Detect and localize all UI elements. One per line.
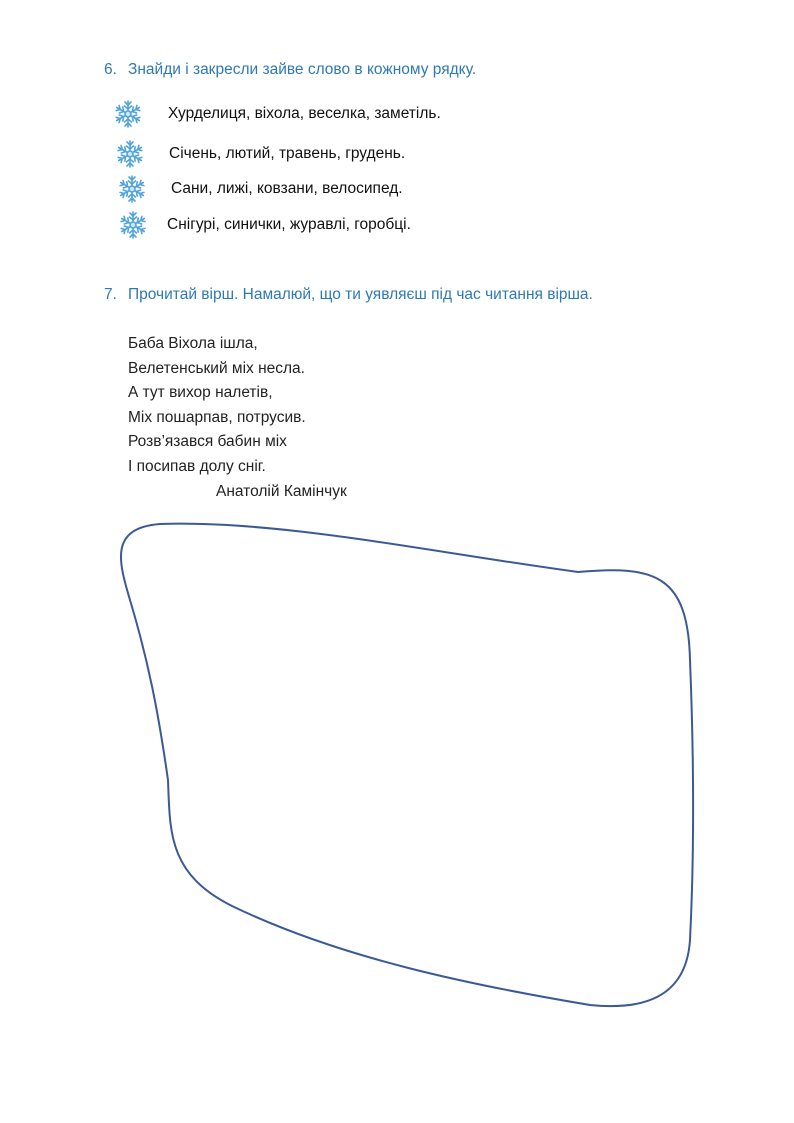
drawing-area-outline: [121, 524, 693, 1006]
poem-line: Розв’язався бабин міх: [128, 433, 287, 451]
word-row-text[interactable]: Сани, лижі, ковзани, велосипед.: [171, 180, 403, 197]
poem-line: Велетенський міх несла.: [128, 359, 305, 377]
word-row: [110, 139, 630, 169]
word-row: [110, 99, 630, 129]
task-6-number: 6.: [104, 61, 117, 78]
task-7-heading: [104, 286, 593, 304]
word-row: [110, 210, 630, 240]
task-7-instruction: Прочитай вірш. Намалюй, що ти уявляєш під час читання вірша.: [128, 286, 593, 303]
snowflake-icon: [117, 210, 149, 240]
snowflake-icon-graphic: [116, 174, 148, 204]
poem-line: І посипав долу сніг.: [128, 457, 266, 475]
word-row: [110, 174, 630, 204]
snowflake-icon-graphic: [114, 139, 146, 169]
word-row-text[interactable]: Снігурі, синички, журавлі, горобці.: [167, 216, 411, 233]
poem: [128, 332, 347, 504]
word-row-text[interactable]: Січень, лютий, травень, грудень.: [169, 145, 406, 162]
poem-line: Баба Віхола ішла,: [128, 335, 258, 352]
snowflake-icon: [116, 174, 148, 204]
poem-line: А тут вихор налетів,: [128, 384, 273, 402]
snowflake-icon: [112, 99, 144, 129]
task-6-instruction: Знайди і закресли зайве слово в кожному рядку.: [128, 61, 477, 78]
snowflake-icon-graphic: [117, 210, 149, 240]
task-6-heading: [104, 61, 476, 79]
snowflake-icon: [114, 139, 146, 169]
snowflake-icon-graphic: [112, 99, 144, 129]
task-7-number: 7.: [104, 286, 117, 303]
poem-line: Міх пошарпав, потрусив.: [128, 408, 306, 426]
word-row-text[interactable]: Хурделиця, віхола, веселка, заметіль.: [168, 105, 441, 122]
poem-author: Анатолій Камінчук: [216, 482, 347, 500]
